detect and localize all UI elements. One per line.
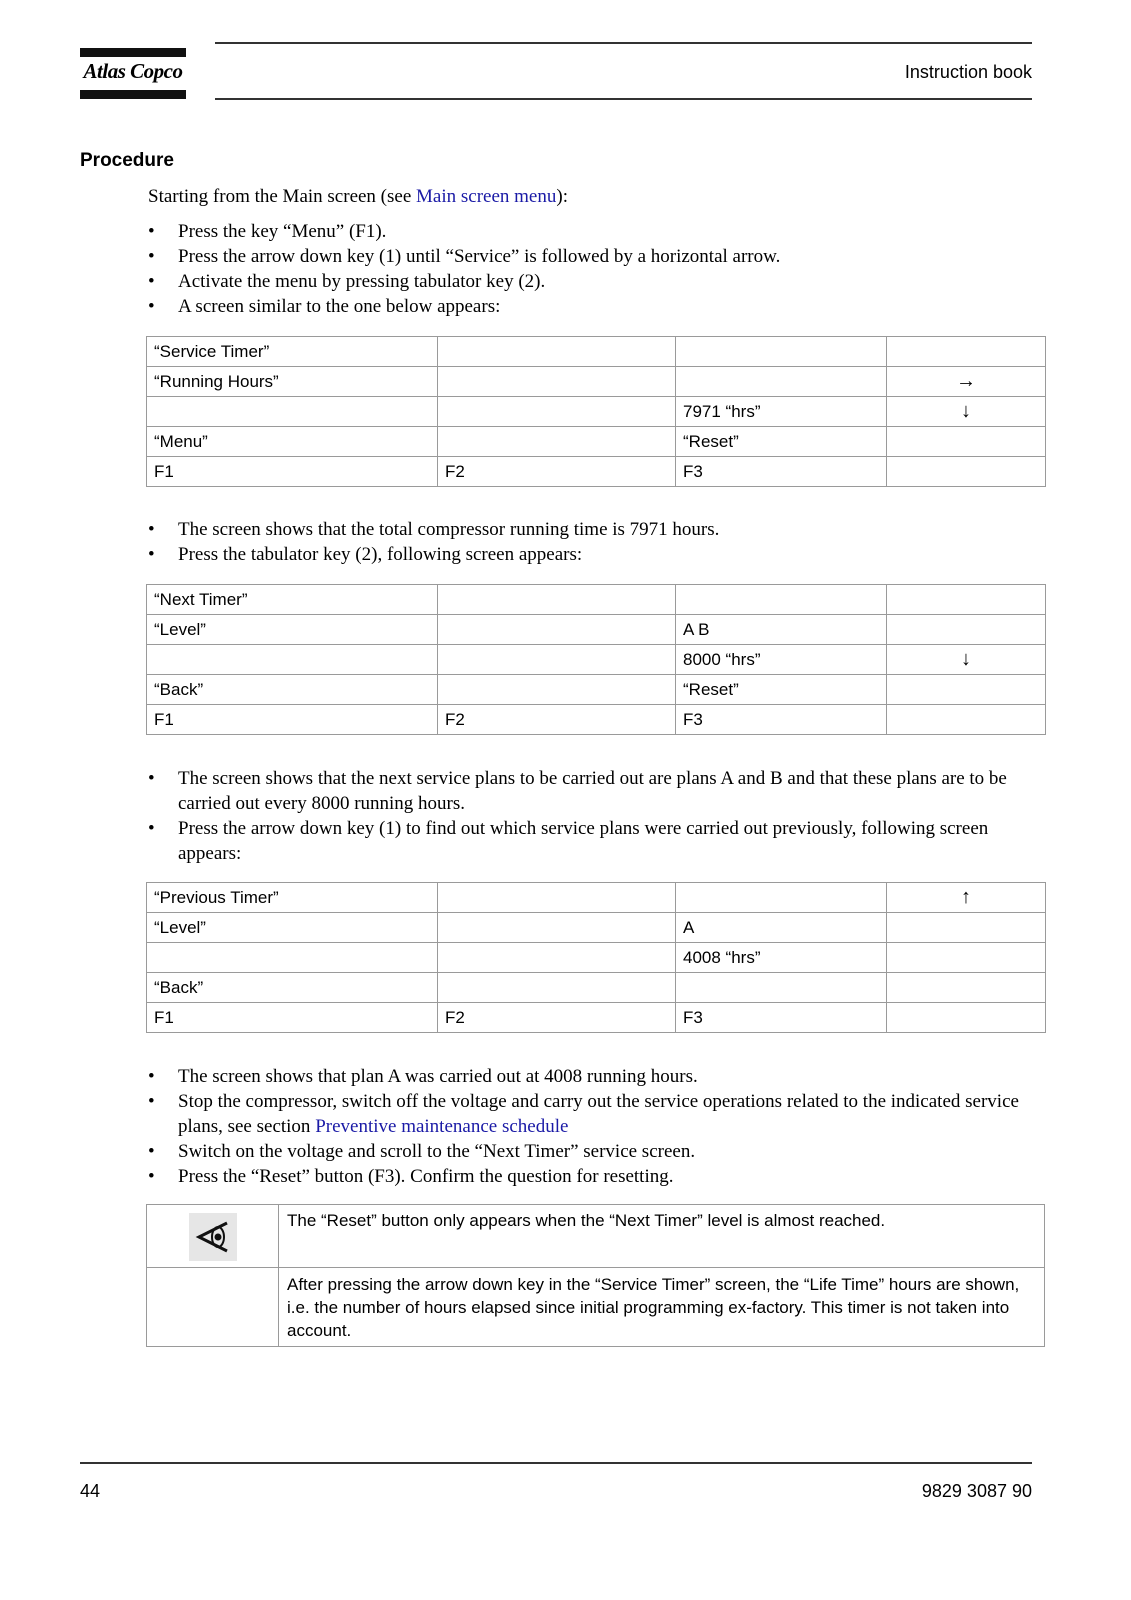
header-rule-top [215, 42, 1032, 44]
next-timer-screen-table [146, 584, 1046, 735]
intro-paragraph [148, 184, 568, 209]
table-cell [438, 943, 676, 973]
table-cell: “Back” [147, 973, 438, 1003]
table-cell: F1 [147, 1003, 438, 1033]
table-cell: A [676, 913, 887, 943]
eye-note-icon [189, 1213, 237, 1261]
table-cell: A B [676, 615, 887, 645]
table-cell: “Next Timer” [147, 585, 438, 615]
arrow-up-icon: ↑ [887, 883, 1046, 913]
table-cell [887, 427, 1046, 457]
bullet-list-4 [148, 1064, 1028, 1189]
table-cell: 7971 “hrs” [676, 397, 887, 427]
table-cell [676, 585, 887, 615]
table-cell [676, 337, 887, 367]
table-row [147, 615, 1046, 645]
table-cell [438, 615, 676, 645]
table-cell: F2 [438, 705, 676, 735]
arrow-right-icon: → [887, 367, 1046, 397]
table-cell: “Back” [147, 675, 438, 705]
table-cell: F3 [676, 457, 887, 487]
table-cell: “Reset” [676, 427, 887, 457]
table-cell [887, 337, 1046, 367]
table-cell [147, 645, 438, 675]
table-cell [438, 397, 676, 427]
table-row [147, 397, 1046, 427]
table-cell [438, 367, 676, 397]
table-cell: “Running Hours” [147, 367, 438, 397]
table-cell [438, 585, 676, 615]
table-cell [887, 1003, 1046, 1033]
table-cell [887, 913, 1046, 943]
list-item: • The screen shows that the next service plans to be carried out are plans A and B and that these plans are to be carried out every 8000 running hours. [148, 768, 1007, 814]
bullet-list-2 [148, 517, 1048, 567]
main-screen-menu-link[interactable]: Main screen menu [416, 186, 557, 207]
note-empty-cell [147, 1268, 279, 1347]
table-cell [887, 585, 1046, 615]
table-cell: F2 [438, 1003, 676, 1033]
table-cell [676, 973, 887, 1003]
table-row [147, 943, 1046, 973]
table-row [147, 883, 1046, 913]
note-icon-cell [147, 1205, 279, 1268]
intro-text: Starting from the Main screen (see [148, 186, 417, 207]
table-cell [438, 337, 676, 367]
table-cell [887, 973, 1046, 1003]
table-cell: F1 [147, 457, 438, 487]
preventive-maintenance-schedule-link[interactable]: Preventive maintenance schedule [315, 1116, 569, 1137]
header-rule-bottom [215, 98, 1032, 100]
table-cell [438, 645, 676, 675]
atlas-copco-logo [80, 46, 186, 100]
intro-text-end: ): [556, 186, 568, 207]
logo-text: Atlas Copco [83, 59, 183, 83]
table-cell: “Previous Timer” [147, 883, 438, 913]
table-cell: F3 [676, 1003, 887, 1033]
table-row [147, 705, 1046, 735]
table-cell [887, 457, 1046, 487]
list-item: • Press the arrow down key (1) until “Service” is followed by a horizontal arrow. [148, 246, 781, 267]
table-cell: “Reset” [676, 675, 887, 705]
table-cell [147, 943, 438, 973]
bullet-list-3 [148, 766, 1048, 866]
list-item: • Press the arrow down key (1) to find out which service plans were carried out previously, following screen appears: [148, 818, 989, 864]
table-cell [887, 705, 1046, 735]
bullet-list-1 [148, 219, 1048, 319]
service-timer-screen-table [146, 336, 1046, 487]
table-cell: 4008 “hrs” [676, 943, 887, 973]
table-row [147, 913, 1046, 943]
table-cell: “Service Timer” [147, 337, 438, 367]
list-item: • Stop the compressor, switch off the voltage and carry out the service operations related to the indicated service plans, see section Preventive maintenance schedule [148, 1091, 1019, 1137]
table-cell: F1 [147, 705, 438, 735]
list-item: • The screen shows that the total compressor running time is 7971 hours. [148, 519, 720, 540]
list-item: • Switch on the voltage and scroll to the “Next Timer” service screen. [148, 1141, 696, 1162]
table-cell [676, 367, 887, 397]
list-item: • Press the “Reset” button (F3). Confirm the question for resetting. [148, 1166, 674, 1187]
table-row [147, 1205, 1045, 1268]
list-item: • Press the key “Menu” (F1). [148, 221, 387, 242]
section-heading: Procedure [80, 150, 174, 171]
table-cell [438, 973, 676, 1003]
arrow-down-icon: ↓ [887, 397, 1046, 427]
note-text: The “Reset” button only appears when the “Next Timer” level is almost reached. [279, 1205, 1045, 1268]
list-item: • The screen shows that plan A was carried out at 4008 running hours. [148, 1066, 698, 1087]
table-cell: F3 [676, 705, 887, 735]
list-item: • A screen similar to the one below appears: [148, 296, 501, 317]
page-number: 44 [80, 1481, 101, 1501]
logo-bar-top [80, 48, 186, 57]
header-title: Instruction book [904, 62, 1032, 82]
table-cell [438, 427, 676, 457]
note-text: After pressing the arrow down key in the “Service Timer” screen, the “Life Time” hours are shown, i.e. the number of hours elapsed since initial programming ex-factory. This timer is not taken into account. [279, 1268, 1045, 1347]
table-cell [887, 943, 1046, 973]
table-row [147, 427, 1046, 457]
table-row [147, 973, 1046, 1003]
table-cell [676, 883, 887, 913]
table-row [147, 675, 1046, 705]
table-row [147, 1003, 1046, 1033]
arrow-down-icon: ↓ [887, 645, 1046, 675]
table-cell: “Level” [147, 615, 438, 645]
list-item: • Press the tabulator key (2), following screen appears: [148, 544, 583, 565]
table-cell: “Menu” [147, 427, 438, 457]
table-cell [438, 913, 676, 943]
table-cell: “Level” [147, 913, 438, 943]
table-row [147, 645, 1046, 675]
table-row [147, 585, 1046, 615]
table-row [147, 457, 1046, 487]
table-cell [438, 675, 676, 705]
table-cell [887, 615, 1046, 645]
list-item: • Activate the menu by pressing tabulator key (2). [148, 271, 546, 292]
table-cell [147, 397, 438, 427]
table-row [147, 1268, 1045, 1347]
notes-table [146, 1204, 1045, 1347]
table-row [147, 367, 1046, 397]
table-cell [438, 883, 676, 913]
footer-rule [80, 1462, 1032, 1464]
table-cell: 8000 “hrs” [676, 645, 887, 675]
previous-timer-screen-table [146, 882, 1046, 1033]
table-row [147, 337, 1046, 367]
document-number: 9829 3087 90 [921, 1481, 1032, 1501]
table-cell [887, 675, 1046, 705]
table-cell: F2 [438, 457, 676, 487]
logo-bar-bottom [80, 90, 186, 99]
